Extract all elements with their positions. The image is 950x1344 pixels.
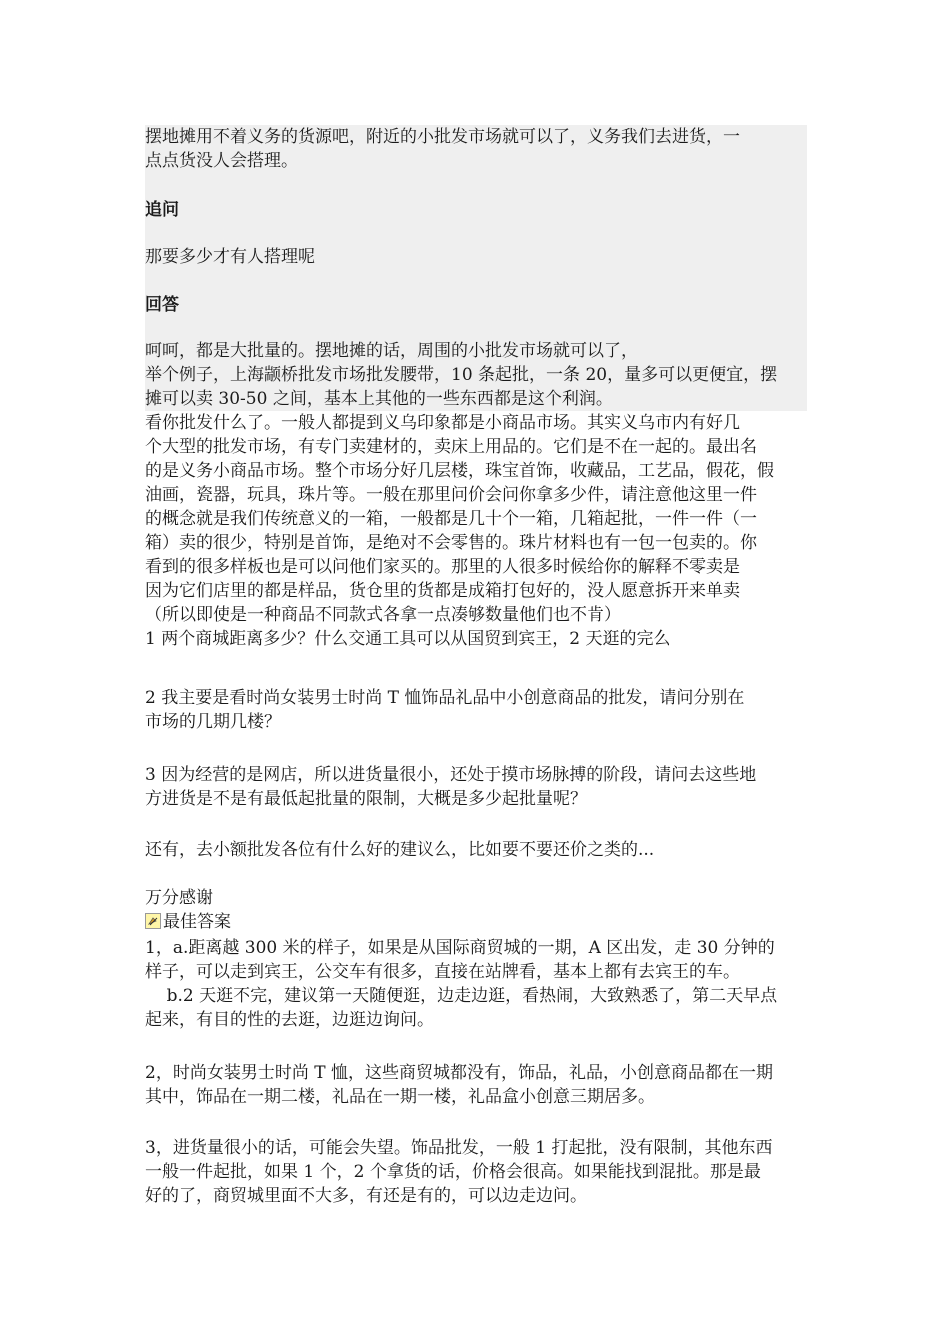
answer-line-1: 呵呵，都是大批量的。摆地摊的话，周围的小批发市场就可以了，	[145, 339, 807, 363]
best-1-line: 起来，有目的性的去逛，边逛边询问。	[145, 1010, 434, 1030]
best-3-line: 好的了，商贸城里面不大多，有还是有的，可以边走边问。	[145, 1186, 587, 1206]
question-2-line: 2 我主要是看时尚女装男士时尚 T 恤饰品礼品中小创意商品的批发，请问分别在	[145, 688, 745, 708]
best-answer-label	[145, 910, 807, 934]
question-extra	[145, 838, 807, 862]
best-1-line: 样子，可以走到宾王，公交车有很多，直接在站牌看，基本上都有去宾王的车。	[145, 962, 740, 982]
question-3	[145, 763, 807, 811]
followup-text: 那要多少才有人搭理呢	[145, 247, 315, 267]
question-line: 看到的很多样板也是可以问他们家买的。那里的人很多时候给你的解释不零卖是	[145, 557, 740, 577]
best-answer-icon	[145, 913, 161, 929]
best-1-line: 1，a.距离越 300 米的样子，如果是从国际商贸城的一期，A 区出发，走 30 分钟的	[145, 938, 775, 958]
intro-line-1: 摆地摊用不着义务的货源吧，附近的小批发市场就可以了，义务我们去进货，一	[145, 127, 740, 147]
question-line: 箱）卖的很少，特别是首饰，是绝对不会零售的。珠片材料也有一包一包卖的。你	[145, 533, 757, 553]
best-3-line: 一般一件起批，如果 1 个，2 个拿货的话，价格会很高。如果能找到混批。那是最	[145, 1162, 761, 1182]
intro-line-2: 点点货没人会搭理。	[145, 151, 298, 171]
question-line: 的概念就是我们传统意义的一箱，一般都是几十个一箱，几箱起批，一件一件（一	[145, 509, 757, 529]
question-extra-line: 还有，去小额批发各位有什么好的建议么，比如要不要还价之类的...	[145, 840, 655, 860]
best-answer-2	[145, 1061, 807, 1109]
question-line: 因为它们店里的都是样品，货仓里的货都是成箱打包好的，没人愿意拆开来单卖	[145, 581, 740, 601]
qa-shaded-section	[145, 125, 807, 343]
best-answer-3	[145, 1136, 807, 1208]
answer-line-3: 摊可以卖 30-50 之间，基本上其他的一些东西都是这个利润。	[145, 387, 807, 411]
followup-heading: 追问	[145, 200, 179, 220]
thanks-block	[145, 886, 807, 934]
answer-body	[145, 339, 807, 411]
answer-line-2: 举个例子，上海颛桥批发市场批发腰带，10 条起批，一条 20，量多可以更便宜，摆	[145, 363, 807, 387]
question-line: 的是义务小商品市场。整个市场分好几层楼，珠宝首饰，收藏品，工艺品，假花，假	[145, 461, 774, 481]
best-3-line: 3，进货量很小的话，可能会失望。饰品批发，一般 1 打起批，没有限制，其他东西	[145, 1138, 773, 1158]
thanks-text: 万分感谢	[145, 888, 213, 908]
best-answer-1	[145, 936, 807, 1032]
best-2-line: 其中，饰品在一期二楼，礼品在一期一楼，礼品盒小创意三期居多。	[145, 1087, 655, 1107]
answer-heading: 回答	[145, 295, 179, 315]
question-line: 个大型的批发市场，有专门卖建材的，卖床上用品的。它们是不在一起的。最出名	[145, 437, 757, 457]
question-line: 油画，瓷器，玩具，珠片等。一般在那里问价会问你拿多少件，请注意他这里一件	[145, 485, 757, 505]
question-3-line: 方进货是不是有最低起批量的限制，大概是多少起批量呢？	[145, 789, 587, 809]
question-3-line: 3 因为经营的是网店，所以进货量很小，还处于摸市场脉搏的阶段，请问去这些地	[145, 765, 757, 785]
best-2-line: 2，时尚女装男士时尚 T 恤，这些商贸城都没有，饰品，礼品，小创意商品都在一期	[145, 1063, 773, 1083]
question-2	[145, 686, 807, 734]
question-line: 1 两个商城距离多少？什么交通工具可以从国贸到宾王，2 天逛的完么	[145, 629, 671, 649]
best-1-line: b.2 天逛不完，建议第一天随便逛，边走边逛，看热闹，大致熟悉了，第二天早点	[145, 986, 778, 1006]
question-line: （所以即使是一种商品不同款式各拿一点凑够数量他们也不肯）	[145, 605, 621, 625]
best-answer-text: 最佳答案	[163, 912, 231, 932]
question-line: 看你批发什么了。一般人都提到义乌印象都是小商品市场。其实义乌市内有好几	[145, 413, 740, 433]
question-2-line: 市场的几期几楼？	[145, 712, 281, 732]
question-body	[145, 411, 807, 651]
